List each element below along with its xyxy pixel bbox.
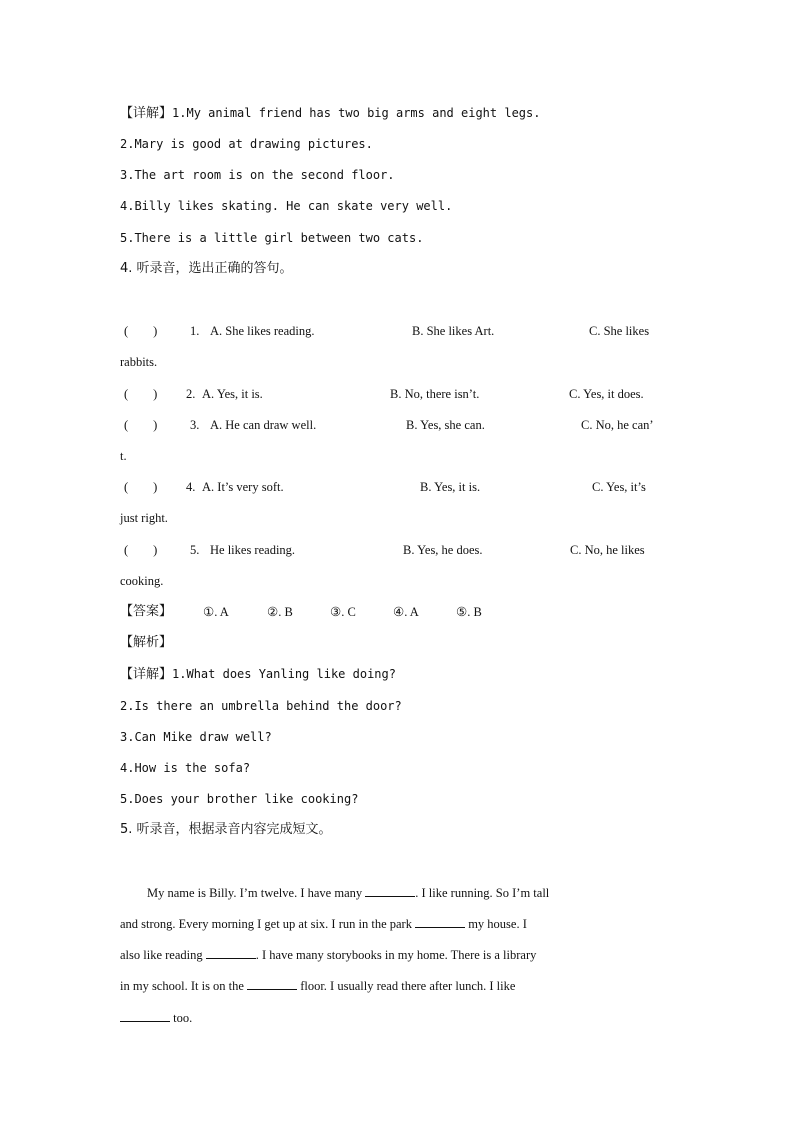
answer-paren[interactable]: ( ) [124,418,158,432]
blank-4[interactable] [247,978,297,990]
option-a: A. Yes, it is. [202,387,263,401]
passage-line-2: and strong. Every morning I get up at six. I run in the park my house. I [120,917,527,931]
q4-detail-line-5: 5.Does your brother like cooking? [120,792,359,806]
blank-3[interactable] [206,947,256,959]
item-number: 3. [190,418,200,432]
passage-line-3: also like reading . I have many storybooks in my home. There is a library [120,948,537,962]
option-b: B. No, there isn’t. [390,387,480,401]
blank-1[interactable] [365,885,415,897]
detail-line-1: 【详解】1.My animal friend has two big arms and eight legs. [120,106,541,121]
question-4-item-4 [120,479,675,495]
question-4-title: 4. 听录音，选出正确的答句。 [120,261,293,276]
question-5-title: 5. 听录音，根据录音内容完成短文。 [120,822,332,837]
option-a: A. He can draw well. [210,418,317,432]
question-4-item-1-cont: rabbits. [120,355,158,369]
blank-2[interactable] [415,916,465,928]
analysis-tag: 【解析】 [120,635,173,650]
answer-tag: 【答案】 [120,604,173,619]
question-4-item-4-cont: just right. [120,511,168,525]
answer-3: ③. C [330,605,356,619]
answer-paren[interactable]: ( ) [124,324,158,338]
option-c: C. Yes, it’s [592,480,646,494]
q4-detail-line-4: 4.How is the sofa? [120,761,251,775]
item-number: 1. [190,324,200,338]
item-number: 4. [186,480,196,494]
answer-paren[interactable]: ( ) [124,387,158,401]
option-a: A. She likes reading. [210,324,315,338]
question-4-item-5 [120,542,675,558]
q4-detail-line-2: 2.Is there an umbrella behind the door? [120,699,402,713]
answer-2: ②. B [267,605,293,619]
detail-tag: 【详解】 [120,106,173,121]
q4-detail-line-1: 【详解】1.What does Yanling like doing? [120,667,396,682]
detail-tag: 【详解】 [120,667,173,682]
answer-5: ⑤. B [456,605,482,619]
detail-line-3: 3.The art room is on the second floor. [120,168,395,182]
option-c: C. Yes, it does. [569,387,644,401]
passage-line-1: My name is Billy. I’m twelve. I have many . I like running. So I’m tall [147,886,550,900]
question-4-item-2 [120,386,675,402]
passage-line-4: in my school. It is on the floor. I usually read there after lunch. I like [120,979,516,993]
option-c: C. She likes [589,324,650,338]
answer-4: ④. A [393,605,419,619]
detail-line-5: 5.There is a little girl between two cats. [120,231,424,245]
option-b: B. She likes Art. [412,324,495,338]
option-b: B. Yes, she can. [406,418,485,432]
answer-paren[interactable]: ( ) [124,480,158,494]
option-b: B. Yes, it is. [420,480,481,494]
question-4-item-5-cont: cooking. [120,574,164,588]
option-c: C. No, he likes [570,543,645,557]
blank-5[interactable] [120,1010,170,1022]
answer-1: ①. A [203,605,229,619]
question-4-item-3-cont: t. [120,449,127,463]
question-4-item-3 [120,417,675,433]
answer-paren[interactable]: ( ) [124,543,158,557]
option-c: C. No, he can’ [581,418,654,432]
answer-row [120,604,675,620]
detail-line-2: 2.Mary is good at drawing pictures. [120,137,373,151]
item-number: 2. [186,387,196,401]
passage-line-5: too. [120,1010,192,1026]
option-a: He likes reading. [210,543,296,557]
question-4-item-1 [120,323,675,339]
option-a: A. It’s very soft. [202,480,284,494]
q4-detail-line-3: 3.Can Mike draw well? [120,730,272,744]
item-number: 5. [190,543,200,557]
option-b: B. Yes, he does. [403,543,483,557]
detail-line-4: 4.Billy likes skating. He can skate very well. [120,199,453,213]
